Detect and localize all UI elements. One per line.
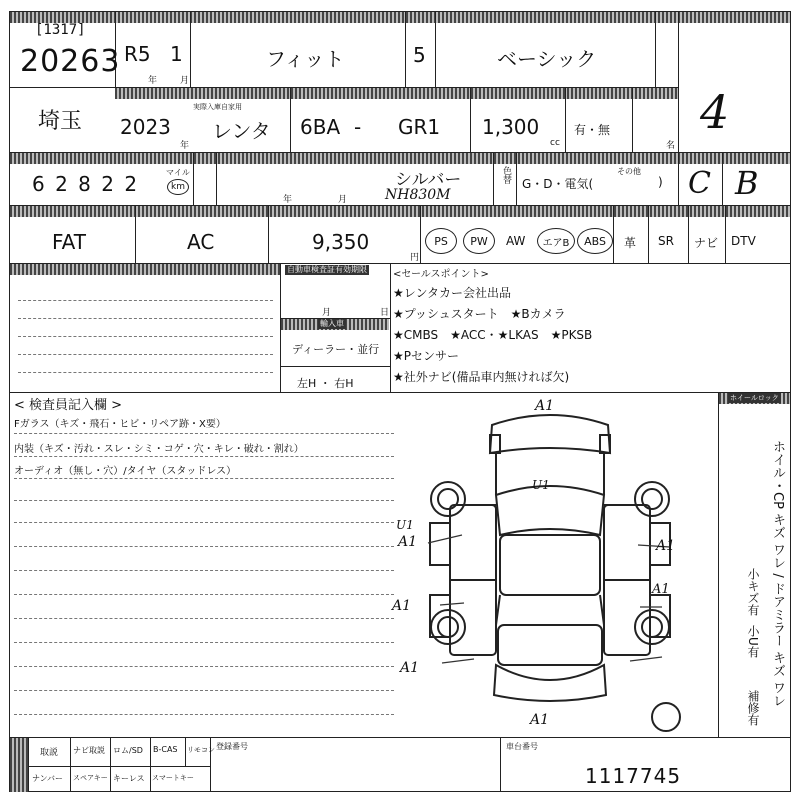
sales-point-2: ★プッシュスタート ★Bカメラ — [393, 307, 566, 321]
model-code-prefix: 6BA — [300, 115, 341, 139]
sales-point-4: ★Pセンサー — [393, 349, 459, 363]
displacement: 1,300 — [482, 115, 540, 139]
grade: ベーシック — [497, 47, 597, 71]
lot-number: 20263 — [20, 44, 121, 79]
model-code: GR1 — [398, 115, 441, 139]
region: 埼玉 — [38, 109, 83, 134]
right-note-3: 補修有 — [746, 690, 760, 726]
equip-airbag: エアB — [537, 228, 575, 254]
equip-pw: PW — [463, 228, 495, 254]
right-note-2: 小U有 — [746, 625, 760, 658]
mark-left-rear: A1 — [392, 598, 412, 614]
footer-rom-sd: ロム/SD — [113, 746, 143, 755]
interior-grade: B — [735, 164, 759, 202]
sales-point-5: ★社外ナビ(備品車内無ければ欠) — [393, 370, 570, 384]
registration-month: 1 — [170, 42, 183, 66]
registration-era: R5 — [124, 42, 151, 66]
evaluation-score: 4 — [700, 85, 730, 139]
mark-front: A1 — [535, 398, 555, 414]
aircon: AC — [187, 230, 215, 254]
inspector-line-2: 内装（キズ・汚れ・スレ・シミ・コゲ・穴・キレ・破れ・割れ） — [14, 444, 304, 455]
row1-band — [10, 12, 790, 23]
recycle-fee: 9,350 — [312, 230, 370, 254]
inspector-line-3: オーディオ（無し・穴）/タイヤ（スタッドレス） — [14, 466, 237, 477]
mileage: 6 2 8 2 2 — [32, 172, 140, 196]
km-unit: km — [167, 179, 189, 195]
equip-abs: ABS — [577, 228, 613, 254]
right-note-1: 小キズ有 — [746, 568, 760, 616]
equip-ps: PS — [425, 228, 457, 254]
footer-number: ナンバー — [32, 774, 64, 783]
mark-right-rear: A1 — [652, 582, 670, 597]
mark-left-front-u: U1 — [396, 518, 414, 532]
registration-number-label: 登録番号 — [216, 742, 248, 751]
equip-navi: ナビ — [694, 236, 719, 250]
equip-leather: 革 — [624, 236, 637, 250]
inspection-expiry-label: 自動車検査証有効期限 — [287, 265, 367, 274]
color-name: シルバー — [395, 170, 462, 190]
footer-remote: リモコン — [187, 746, 215, 754]
equip-dtv: DTV — [731, 234, 756, 248]
shift-type: FAT — [52, 230, 87, 254]
chassis-label: 車台番号 — [506, 742, 538, 751]
exterior-grade: C — [688, 166, 711, 201]
sales-point-3: ★CMBS ★ACC・★LKAS ★PKSB — [393, 328, 593, 342]
import-type: ディーラー・並行 — [292, 343, 380, 356]
right-notes: ホイル・CP キズ ワレ / ドアミラー キズ ワレ — [770, 440, 785, 708]
equip-sunroof: SR — [658, 234, 674, 248]
fuel-options: G・D・電気( — [522, 177, 594, 191]
usage: レンタ — [212, 119, 271, 143]
model-year: 2023 — [120, 115, 171, 139]
chassis-number: 1117745 — [585, 764, 682, 788]
mark-rear: A1 — [530, 712, 550, 728]
mark-left-front-a: A1 — [398, 534, 418, 550]
wheel-lock-label: ホイールロック — [730, 394, 779, 402]
footer-keyless: キーレス — [113, 774, 145, 783]
lot-code: [1317] — [35, 22, 86, 38]
color-code: NH830M — [385, 187, 451, 203]
option-flag: 有・無 — [574, 123, 611, 137]
sales-points-title: <セールスポイント> — [393, 269, 489, 280]
mark-left-bumper: A1 — [400, 660, 420, 676]
sales-point-1: ★レンタカー会社出品 — [393, 286, 511, 300]
car-damage-diagram — [400, 395, 718, 737]
mark-right-front: A1 — [656, 538, 676, 554]
footer-manual: 取説 — [40, 748, 59, 758]
mark-hood: U1 — [532, 478, 550, 492]
footer-smart-key: スマートキー — [152, 774, 194, 782]
equip-aw: AW — [506, 234, 526, 248]
footer-spare-key: スペアキー — [73, 774, 108, 782]
door-count: 5 — [413, 43, 426, 67]
footer-navi-manual: ナビ取説 — [73, 746, 105, 755]
handle-side: 左H ・ 右H — [297, 377, 354, 390]
import-label: 輸入車 — [320, 319, 344, 328]
inspector-line-1: Fガラス（キズ・飛石・ヒビ・リペア跡・X要） — [14, 419, 226, 430]
footer-bcas: B-CAS — [153, 745, 178, 754]
inspector-title: < 検査員記入欄 > — [14, 398, 123, 413]
model-name: フィット — [266, 47, 345, 71]
